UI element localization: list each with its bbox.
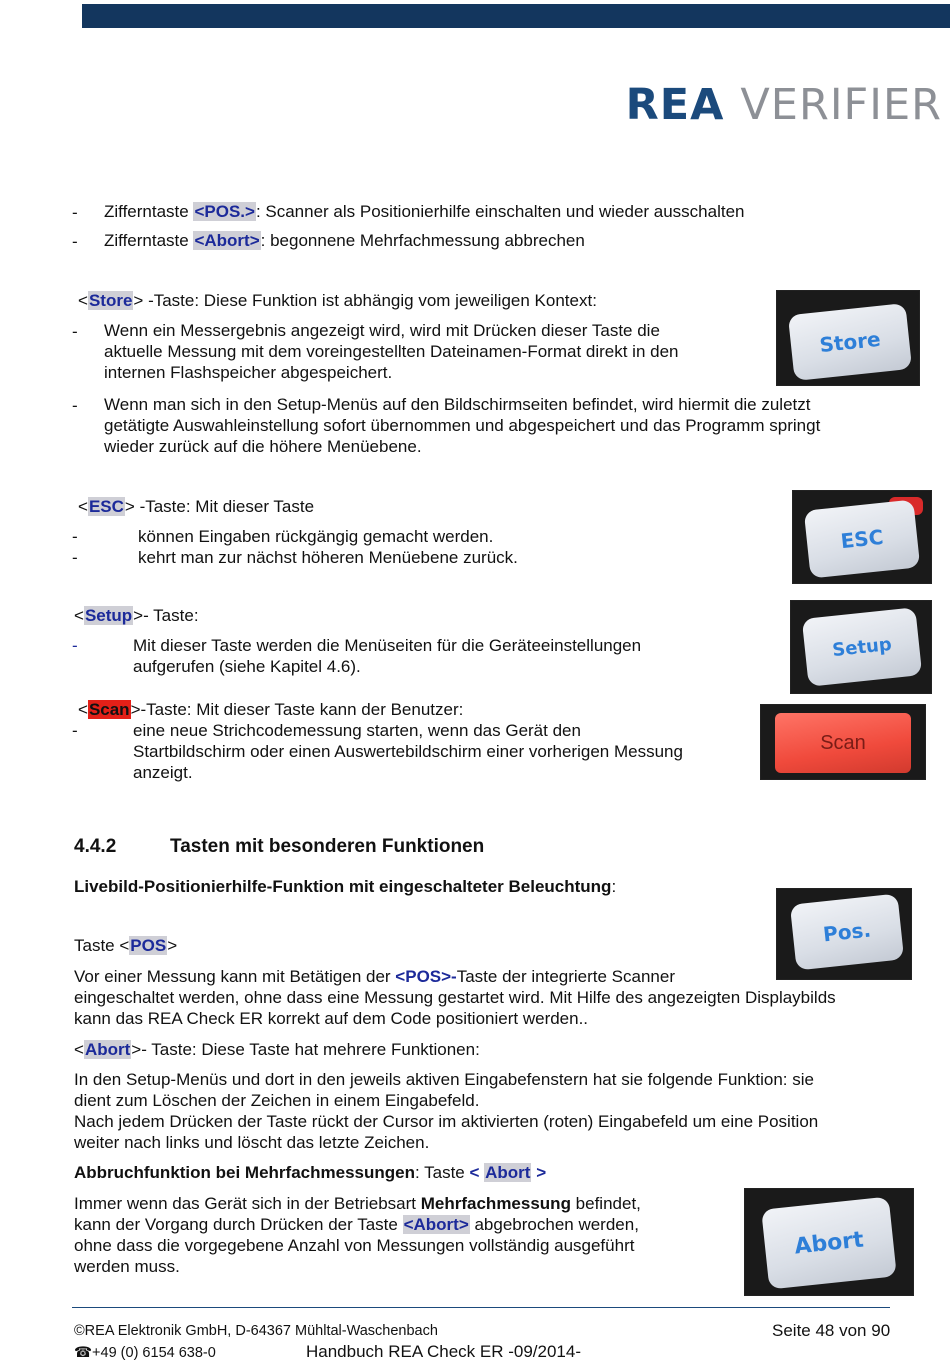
store-key-ref: Store bbox=[88, 291, 133, 310]
abort-heading: <Abort>- Taste: Diese Taste hat mehrere Funktionen: bbox=[74, 1040, 480, 1059]
footer-manual-title: Handbuch REA Check ER -09/2014- bbox=[306, 1342, 581, 1361]
setup-heading: <Setup>- Taste: bbox=[74, 606, 199, 625]
abbruch-heading: Abbruchfunktion bei Mehrfachmessungen: Taste < Abort > bbox=[74, 1163, 547, 1182]
footer-company: ©REA Elektronik GmbH, D-64367 Mühltal-Waschenbach bbox=[74, 1323, 438, 1339]
list-dash: - bbox=[72, 232, 78, 251]
header-bar bbox=[82, 4, 950, 28]
list-dash: - bbox=[72, 548, 78, 567]
rea-verifier-logo: REA VERIFIER bbox=[625, 80, 942, 130]
abort-key-ref: <Abort> bbox=[194, 231, 260, 250]
store-item-1: Wenn ein Messergebnis angezeigt wird, wird mit Drücken dieser Taste die aktuelle Messung mit dem voreingestellten Dateinamen-Format direkt in den internen Flashspeicher abgespeichert. bbox=[104, 321, 679, 382]
pos-key-photo: Pos. bbox=[776, 888, 912, 980]
store-heading: <Store> -Taste: Diese Funktion ist abhängig vom jeweiligen Kontext: bbox=[78, 291, 597, 310]
pos-paragraph: Vor einer Messung kann mit Betätigen der <POS>-Taste der integrierte Scanner eingeschaltet werden, ohne dass eine Messung gestartet wird. Mit Hilfe des angezeigten Displaybilds kann das REA Check ER korrekt auf dem Code positioniert werden.. bbox=[74, 967, 836, 1028]
abort-key-ref: Abort bbox=[485, 1163, 531, 1182]
esc-item: kehrt man zur nächst höheren Menüebene zurück. bbox=[138, 548, 518, 567]
list-dash: - bbox=[72, 636, 78, 655]
footer-phone: ☎+49 (0) 6154 638-0 bbox=[74, 1345, 216, 1361]
store-item-2: Wenn man sich in den Setup-Menüs auf den Bildschirmseiten befindet, wird hiermit die zuletzt getätigte Auswahleinstellung sofort übernommen und abgespeichert und das Programm springt wieder zurück auf die höhere Menüebene. bbox=[104, 395, 821, 456]
scan-heading: <Scan>-Taste: Mit dieser Taste kann der Benutzer: bbox=[78, 700, 464, 719]
pos-key-ref: <POS.> bbox=[194, 202, 255, 221]
list-dash: - bbox=[72, 322, 78, 341]
pos-key-ref: POS bbox=[130, 936, 167, 955]
abort-key-ref: <Abort> bbox=[403, 1215, 469, 1234]
setup-key-photo: Setup bbox=[790, 600, 932, 694]
list-item: Zifferntaste <POS.>: Scanner als Positionierhilfe einschalten und wieder ausschalten bbox=[104, 202, 745, 221]
footer-divider bbox=[72, 1307, 890, 1308]
setup-key-ref: Setup bbox=[84, 606, 133, 625]
list-dash: - bbox=[72, 396, 78, 415]
scan-key-photo: Scan bbox=[760, 704, 926, 780]
esc-key-ref: ESC bbox=[88, 497, 124, 516]
list-item: Zifferntaste <Abort>: begonnene Mehrfachmessung abbrechen bbox=[104, 231, 585, 250]
section-number: 4.4.2 bbox=[74, 836, 117, 857]
abort-key-photo: Abort bbox=[744, 1188, 914, 1296]
list-dash: - bbox=[72, 527, 78, 546]
setup-item: Mit dieser Taste werden die Menüseiten für die Geräteeinstellungen aufgerufen (siehe Kapitel 4.6). bbox=[133, 636, 642, 676]
footer-page-number: Seite 48 von 90 bbox=[772, 1321, 891, 1340]
scan-key-ref: Scan bbox=[88, 700, 130, 719]
scan-item: eine neue Strichcodemessung starten, wenn das Gerät den Startbildschirm oder einen Auswertebildschirm einer vorherigen Messung anzeigt. bbox=[133, 721, 683, 782]
livebild-subtitle: Livebild-Positionierhilfe-Funktion mit eingeschalteter Beleuchtung: bbox=[74, 877, 617, 896]
list-dash: - bbox=[72, 721, 78, 740]
esc-heading: <ESC> -Taste: Mit dieser Taste bbox=[78, 497, 315, 516]
esc-item: können Eingaben rückgängig gemacht werden. bbox=[138, 527, 494, 546]
esc-key-photo: ESC bbox=[792, 490, 932, 584]
section-title: Tasten mit besonderen Funktionen bbox=[170, 836, 485, 857]
pos-heading: Taste <POS> bbox=[74, 936, 178, 955]
list-dash: - bbox=[72, 203, 78, 222]
abort-key-ref: Abort bbox=[84, 1040, 131, 1059]
abort-paragraph: In den Setup-Menüs und dort in den jeweils aktiven Eingabefenstern hat sie folgende Funktion: sie dient zum Löschen der Zeichen in einem Eingabefeld. Nach jedem Drücken der Taste rückt der Cursor im aktivierten (roten) Eingabefeld um eine Position weiter nach links und löscht das letzte Zeichen. bbox=[74, 1070, 819, 1152]
store-key-photo: Store bbox=[776, 290, 920, 386]
abbruch-paragraph: Immer wenn das Gerät sich in der Betriebsart Mehrfachmessung befindet, kann der Vorgang durch Drücken der Taste <Abort> abgebrochen werden, ohne dass die vorgegebene Anzahl von Messungen vollständig ausgeführt werden muss. bbox=[74, 1194, 641, 1276]
